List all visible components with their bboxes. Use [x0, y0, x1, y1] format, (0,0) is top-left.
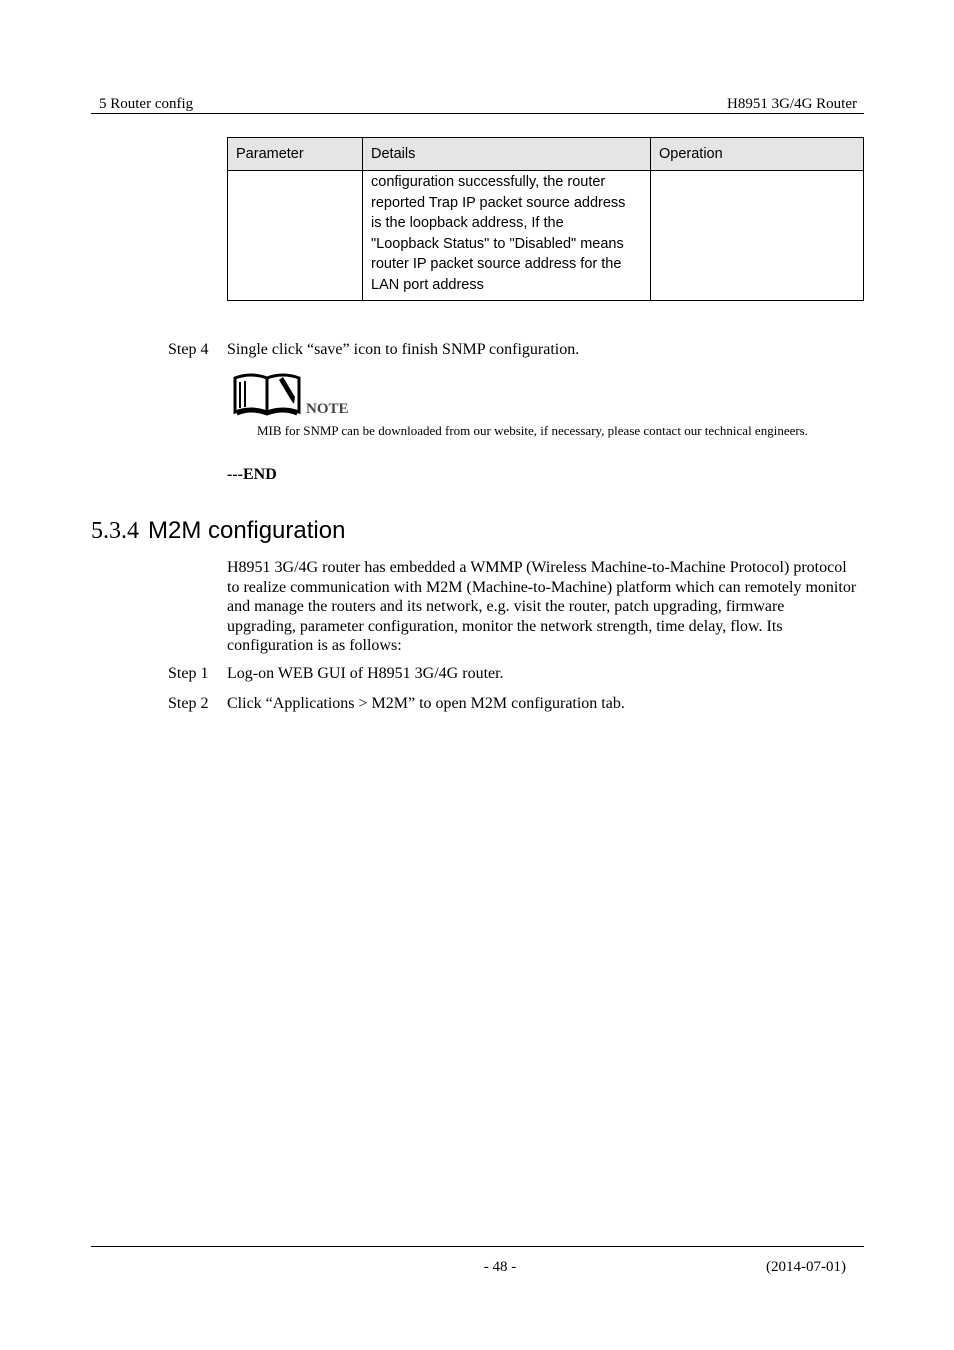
footer-rule	[91, 1246, 864, 1247]
table-header-operation: Operation	[651, 138, 864, 171]
parameter-table	[227, 137, 864, 301]
details-line: LAN port address	[371, 276, 484, 293]
section-title: M2M configuration	[148, 517, 346, 544]
details-line: is the loopback address, If the	[371, 215, 564, 231]
step-text: Click “Applications > M2M” to open M2M configuration tab.	[227, 695, 625, 712]
note-label: NOTE	[306, 401, 349, 416]
details-line: router IP packet source address for the	[371, 256, 622, 272]
table-header-parameter: Parameter	[228, 138, 363, 171]
header-product: H8951 3G/4G Router	[727, 96, 857, 112]
step-label: Step 2	[168, 695, 209, 712]
note-text: MIB for SNMP can be downloaded from our website, if necessary, please contact our technical engineers.	[257, 423, 808, 438]
step-text: Log-on WEB GUI of H8951 3G/4G router.	[227, 665, 504, 682]
footer-page-number: - 48 -	[483, 1259, 517, 1275]
step-item	[168, 341, 868, 359]
table-cell-operation	[651, 171, 864, 301]
details-line: configuration successfully, the router	[371, 174, 606, 190]
section-paragraph: H8951 3G/4G router has embedded a WMMP (Wireless Machine-to-Machine Protocol) protocol to realize communication with M2M (Machine-to-Machine) platform which can remotely monitor and manage the routers and its network, e.g. visit the router, patch upgrading, firmware upgrading, parameter configuration, monitor the network strength, time delay, flow. Its configuration is as follows:	[227, 559, 857, 654]
header-rule	[91, 113, 864, 114]
table-cell-details	[363, 171, 651, 301]
details-line: reported Trap IP packet source address	[371, 194, 626, 211]
section-heading	[91, 517, 345, 545]
table-cell-parameter	[228, 171, 363, 301]
footer-date: (2014-07-01)	[766, 1259, 846, 1275]
step-label: Step 4	[168, 341, 209, 358]
note-book-icon	[233, 370, 357, 416]
table-header-row	[228, 138, 864, 171]
step-label: Step 1	[168, 665, 209, 682]
step-text: Single click “save” icon to finish SNMP configuration.	[227, 341, 580, 358]
table-header-details: Details	[363, 138, 651, 171]
header-chapter: 5 Router config	[99, 96, 194, 112]
end-marker: ---END	[227, 466, 277, 483]
step-item	[168, 665, 868, 683]
table-row	[228, 171, 864, 301]
section-number: 5.3.4	[91, 518, 139, 544]
step-item	[168, 695, 868, 713]
details-line: "Loopback Status" to "Disabled" means	[371, 235, 624, 252]
